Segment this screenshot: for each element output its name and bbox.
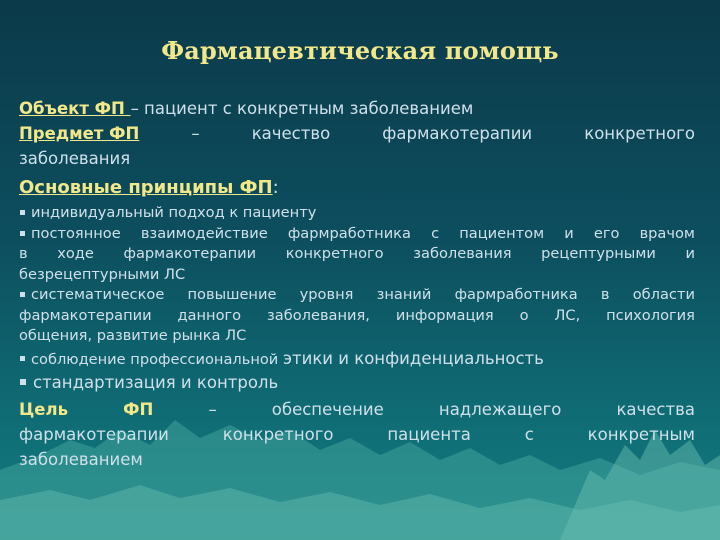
goal-label-word: Цель [19, 399, 69, 419]
slide-content [19, 96, 695, 472]
principle-item [19, 371, 695, 395]
principle-word: психология [606, 306, 695, 324]
principle-line [19, 285, 695, 306]
principle-text: индивидуальный подход к пациенту [31, 204, 317, 221]
principle-word: в [19, 245, 28, 262]
principle-word: ЛС, [554, 306, 581, 324]
subject-word: качество [251, 124, 331, 143]
slide-title: Фармацевтическая помощь [161, 36, 559, 65]
principle-word: фармакотерапии [123, 245, 257, 262]
object-text: – пациент с конкретным заболеванием [130, 99, 474, 118]
subject-word: фармакотерапии [382, 124, 533, 143]
principle-word: пациентом [459, 224, 545, 242]
bullet-icon [20, 210, 25, 215]
principle-item [19, 347, 695, 371]
principle-word: в [600, 286, 610, 303]
goal-word: конкретного [222, 424, 334, 444]
principle-word: заболевания [413, 245, 512, 262]
principle-word-text: систематическое [31, 286, 165, 303]
principle-text-large: этики и конфиденциальность [282, 348, 544, 368]
principle-word: фармработника [454, 286, 578, 303]
principle-line [19, 244, 695, 265]
goal-word: качества [616, 399, 695, 419]
principle-word [19, 224, 121, 245]
principle-word: знаний [376, 286, 432, 303]
subject-label: Предмет ФП [19, 124, 140, 143]
subject-word: конкретного [584, 124, 695, 143]
goal-word: пациента [387, 424, 471, 444]
bullet-icon [20, 356, 25, 361]
principle-line [19, 306, 695, 327]
principle-word: конкретного [285, 245, 384, 262]
principle-word: взаимодействие [140, 224, 268, 242]
bullet-icon [20, 379, 26, 385]
principle-item [19, 224, 695, 286]
principle-item [19, 285, 695, 347]
principle-word: о [519, 306, 529, 324]
principle-word: и [564, 224, 574, 242]
object-line [19, 96, 695, 121]
goal-line [19, 397, 695, 422]
subject-continuation: заболевания [19, 149, 131, 168]
principle-text: стандартизация и контроль [33, 372, 279, 392]
principles-colon: : [272, 177, 279, 198]
goal-word: обеспечение [271, 399, 384, 419]
principle-word-text: постоянное [31, 224, 121, 242]
principle-line [19, 224, 695, 245]
principle-word: заболевания, [267, 306, 370, 324]
principle-word: информация [395, 306, 494, 324]
principle-word: ходе [57, 245, 94, 262]
bullet-icon [20, 292, 25, 297]
goal-word: надлежащего [438, 399, 562, 419]
principle-word [19, 285, 164, 306]
principle-word: повышение [187, 286, 277, 303]
goal-word: конкретным [587, 424, 695, 444]
principle-line: общения, развитие рынка ЛС [19, 327, 247, 344]
principle-word: врачом [639, 224, 695, 242]
bullet-icon [20, 231, 25, 236]
principle-word: рецептурными [541, 245, 656, 262]
goal-line [19, 422, 695, 447]
goal-word: фармакотерапии [19, 424, 169, 444]
goal-line-last: заболеванием [19, 449, 143, 469]
principle-text: соблюдение профессиональной [31, 350, 283, 368]
subject-line [19, 121, 695, 146]
object-label: Объект ФП [19, 99, 131, 118]
principles-heading: Основные принципы ФП [19, 177, 273, 198]
goal-word: с [524, 424, 534, 444]
principle-word: с [431, 224, 440, 242]
principle-word: фармакотерапии [19, 306, 152, 324]
principle-word: уровня [299, 286, 354, 303]
principle-item [19, 203, 695, 224]
principle-word: фармработника [287, 224, 411, 242]
goal-label-word: ФП [123, 399, 154, 419]
principle-word: его [593, 224, 620, 242]
principle-line: безрецептурными ЛС [19, 265, 186, 283]
subject-word: – [191, 124, 200, 143]
goal-word: – [208, 399, 217, 419]
principle-word: области [632, 286, 695, 303]
principle-word: данного [177, 306, 242, 324]
principle-word: и [685, 245, 695, 262]
principles-heading-line [19, 175, 695, 201]
